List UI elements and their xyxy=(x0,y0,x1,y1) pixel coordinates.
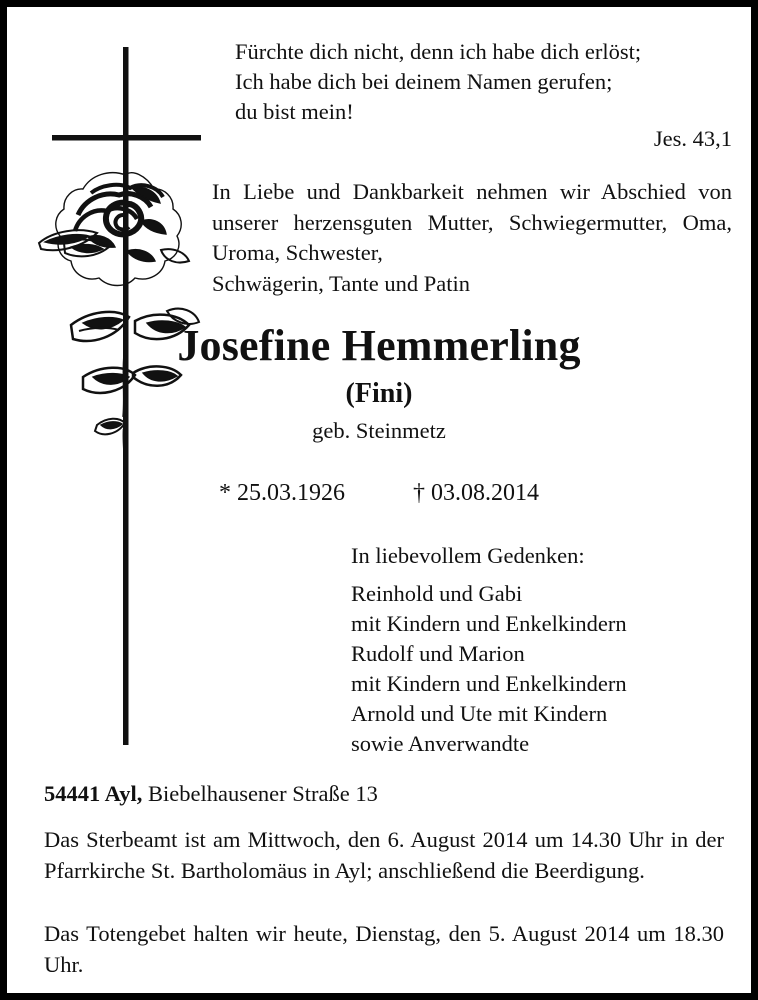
notice-inner xyxy=(7,7,751,993)
mourner-line: sowie Anverwandte xyxy=(351,731,530,756)
dedication-text xyxy=(212,177,732,299)
rose-shape xyxy=(56,173,181,286)
mourner-line: Reinhold und Gabi xyxy=(351,581,523,606)
bible-verse xyxy=(235,37,735,127)
mourner-line: Arnold und Ute mit Kindern xyxy=(351,701,608,726)
address-postal-city: 54441 Ayl, xyxy=(44,781,143,806)
address-line xyxy=(44,779,724,809)
dedication-body: In Liebe und Dankbarkeit nehmen wir Abschied von unserer herzensguten Mutter, Schwiegermutter, Oma, Uroma, Schwester, xyxy=(212,179,732,265)
funeral-service-paragraph: Das Sterbeamt ist am Mittwoch, den 6. August 2014 um 14.30 Uhr in der Pfarrkirche St. Bartholomäus in Ayl; anschließend die Beerdigung. xyxy=(44,827,724,883)
life-dates xyxy=(14,477,744,509)
address-street: Biebelhausener Straße 13 xyxy=(142,781,378,806)
verse-reference: Jes. 43,1 xyxy=(653,126,732,151)
deceased-full-name: Josefine Hemmerling xyxy=(177,321,581,370)
mourner-line: mit Kindern und Enkelkindern xyxy=(351,611,627,636)
birth-star-icon: * xyxy=(219,480,231,506)
mourner-line: mit Kindern und Enkelkindern xyxy=(351,671,627,696)
birth-date: 25.03.1926 xyxy=(237,480,345,506)
death-cross-icon: † xyxy=(413,480,425,506)
mourner-line: Rudolf und Marion xyxy=(351,641,525,666)
verse-line-1: Fürchte dich nicht, denn ich habe dich erlöst; xyxy=(235,39,642,64)
birth-date-group xyxy=(219,480,351,506)
deceased-nickname: (Fini) xyxy=(345,378,413,409)
rosary-prayer-paragraph: Das Totengebet halten wir heute, Dienstag, den 5. August 2014 um 18.30 Uhr. xyxy=(44,921,724,977)
mourners-block xyxy=(351,541,741,759)
death-date: 03.08.2014 xyxy=(431,480,539,506)
verse-line-3: du bist mein! xyxy=(235,99,354,124)
mourners-heading: In liebevollem Gedenken: xyxy=(351,543,585,568)
death-date-group xyxy=(413,480,539,506)
deceased-maiden-name: geb. Steinmetz xyxy=(312,418,446,443)
dedication-last-line: Schwägerin, Tante und Patin xyxy=(212,270,470,296)
verse-line-2: Ich habe dich bei deinem Namen gerufen; xyxy=(235,69,613,94)
deceased-name-block xyxy=(14,320,744,447)
